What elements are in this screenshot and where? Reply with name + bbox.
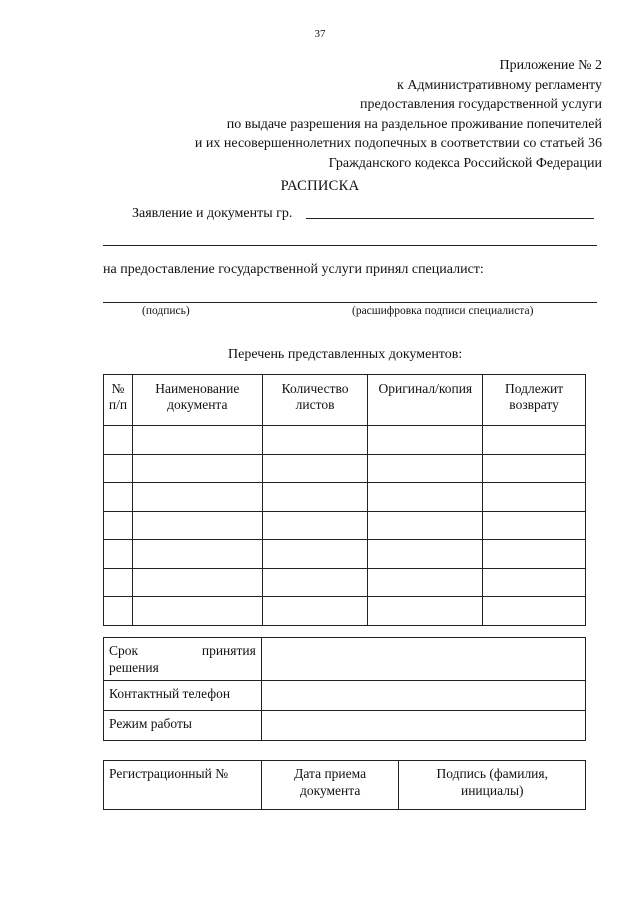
documents-header-row xyxy=(104,375,586,426)
registration-number-label: Регистрационный № xyxy=(104,761,262,810)
table-row xyxy=(104,454,586,483)
cell[interactable] xyxy=(132,511,262,540)
cell[interactable] xyxy=(132,426,262,455)
cell[interactable] xyxy=(104,426,133,455)
info-table xyxy=(103,637,586,741)
cell[interactable] xyxy=(368,426,483,455)
cell[interactable] xyxy=(368,511,483,540)
service-line: на предоставление государственной услуги принял специалист: xyxy=(103,262,484,277)
phone-value[interactable] xyxy=(261,681,585,711)
header-text: Количество xyxy=(281,381,349,396)
table-row xyxy=(104,483,586,512)
cell[interactable] xyxy=(483,426,586,455)
header-return xyxy=(483,375,586,426)
applicant-continuation-line[interactable] xyxy=(103,245,597,246)
cell[interactable] xyxy=(262,454,368,483)
schedule-row xyxy=(104,711,586,741)
deadline-word: Срок xyxy=(109,643,139,658)
header-text: возврату xyxy=(509,397,559,412)
deadline-label xyxy=(104,638,262,681)
header-text: инициалы) xyxy=(460,783,524,798)
documents-table xyxy=(103,374,586,626)
header-text: п/п xyxy=(108,397,128,412)
deadline-label-line xyxy=(109,642,256,659)
registration-row xyxy=(104,761,586,810)
registration-table xyxy=(103,760,586,810)
appendix-line: к Административному регламенту xyxy=(397,77,602,93)
cell[interactable] xyxy=(368,568,483,597)
table-row xyxy=(104,540,586,569)
deadline-value[interactable] xyxy=(261,638,585,681)
cell[interactable] xyxy=(262,483,368,512)
table-row xyxy=(104,426,586,455)
schedule-value[interactable] xyxy=(261,711,585,741)
cell[interactable] xyxy=(483,568,586,597)
cell[interactable] xyxy=(104,597,133,626)
cell[interactable] xyxy=(104,540,133,569)
deadline-word: решения xyxy=(109,660,159,675)
phone-row xyxy=(104,681,586,711)
cell[interactable] xyxy=(483,597,586,626)
cell[interactable] xyxy=(483,454,586,483)
cell[interactable] xyxy=(132,597,262,626)
cell[interactable] xyxy=(262,597,368,626)
appendix-line: Гражданского кодекса Российской Федерации xyxy=(328,155,602,171)
header-text: документа xyxy=(299,783,361,798)
table-row xyxy=(104,568,586,597)
deadline-word: принятия xyxy=(201,643,256,658)
cell[interactable] xyxy=(368,483,483,512)
appendix-line: по выдаче разрешения на раздельное проживание попечителей xyxy=(226,116,602,132)
appendix-line: предоставления государственной услуги xyxy=(360,97,602,112)
deadline-row xyxy=(104,638,586,681)
receipt-date-label xyxy=(261,761,399,810)
cell[interactable] xyxy=(104,511,133,540)
decoding-caption: (расшифровка подписи специалиста) xyxy=(352,305,534,317)
header-text: Наименование xyxy=(155,381,240,396)
applicant-name-line[interactable] xyxy=(306,218,594,219)
header-number xyxy=(104,375,133,426)
header-text: Подлежит xyxy=(505,381,564,396)
cell[interactable] xyxy=(104,483,133,512)
header-text: Подпись (фамилия, xyxy=(436,766,548,781)
signature-label xyxy=(399,761,586,810)
table-row xyxy=(104,511,586,540)
signature-caption: (подпись) xyxy=(142,305,190,317)
cell[interactable] xyxy=(132,454,262,483)
header-name xyxy=(132,375,262,426)
header-text: листов xyxy=(295,397,335,412)
cell[interactable] xyxy=(368,597,483,626)
cell[interactable] xyxy=(132,483,262,512)
cell[interactable] xyxy=(483,483,586,512)
cell[interactable] xyxy=(262,540,368,569)
appendix-line: Приложение № 2 xyxy=(499,58,602,73)
list-title: Перечень представленных документов: xyxy=(228,347,463,362)
cell[interactable] xyxy=(104,568,133,597)
receipt-title: РАСПИСКА xyxy=(280,178,360,194)
header-sheets xyxy=(262,375,368,426)
cell[interactable] xyxy=(132,568,262,597)
statement-label: Заявление и документы гр. xyxy=(132,206,293,221)
table-row xyxy=(104,597,586,626)
cell[interactable] xyxy=(262,568,368,597)
phone-label: Контактный телефон xyxy=(104,681,262,711)
cell[interactable] xyxy=(104,454,133,483)
header-text: Оригинал/копия xyxy=(378,381,473,396)
header-text: документа xyxy=(167,397,228,412)
schedule-label: Режим работы xyxy=(104,711,262,741)
header-original-copy xyxy=(368,375,483,426)
cell[interactable] xyxy=(368,540,483,569)
appendix-header xyxy=(195,56,602,173)
appendix-line: и их несовершеннолетних подопечных в соответствии со статьей 36 xyxy=(194,136,602,151)
cell[interactable] xyxy=(262,511,368,540)
page-number: 37 xyxy=(314,28,326,40)
cell[interactable] xyxy=(262,426,368,455)
cell[interactable] xyxy=(483,540,586,569)
cell[interactable] xyxy=(132,540,262,569)
specialist-signature-line[interactable] xyxy=(103,302,597,303)
cell[interactable] xyxy=(368,454,483,483)
cell[interactable] xyxy=(483,511,586,540)
header-text: Дата приема xyxy=(294,766,367,781)
header-text: № xyxy=(111,381,125,396)
